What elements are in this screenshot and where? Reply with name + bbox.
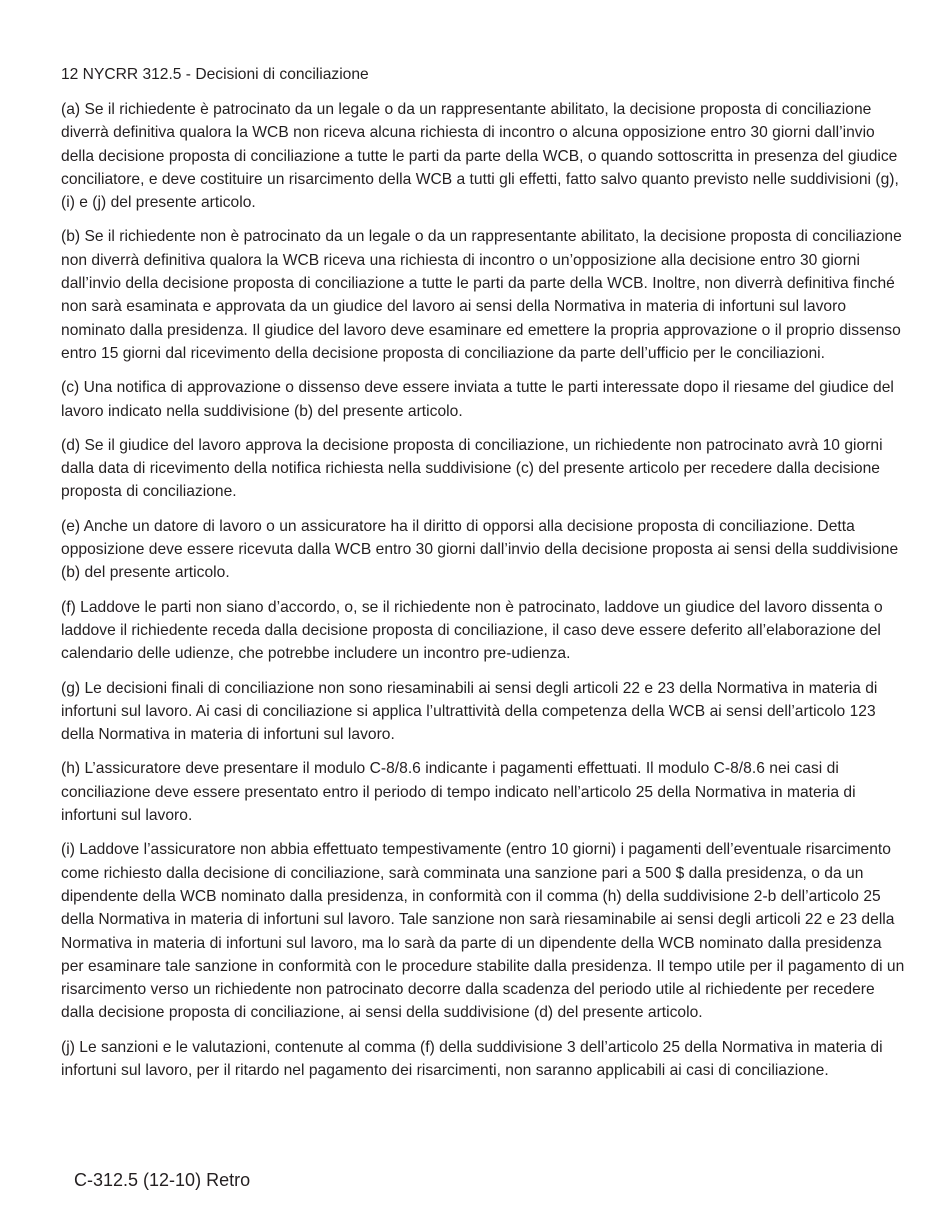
paragraph-f: (f) Laddove le parti non siano d’accordo, o, se il richiedente non è patrocinato, laddove un giudice del lavoro dissenta o laddove il richiedente receda dalla decisione proposta di conciliazione, il caso deve essere deferito all’elaborazione del calendario delle udienze, che potrebbe includere un incontro pre-udienza. <box>61 598 883 663</box>
paragraph-j: (j) Le sanzioni e le valutazioni, contenute al comma (f) della suddivisione 3 dell’articolo 25 della Normativa in materia di infortuni sul lavoro, per il ritardo nel pagamento dei risarcimenti, non saranno applicabili ai casi di conciliazione. <box>61 1038 883 1079</box>
paragraph-b: (b) Se il richiedente non è patrocinato da un legale o da un rappresentante abilitato, la decisione proposta di conciliazione non diverrà definitiva qualora la WCB riceva una richiesta di incontro o un’opposizione alla decisione entro 30 giorni dall’invio della decisione proposta di conciliazione a tutte le parti da parte della WCB. Inoltre, non diverrà definitiva finché non sarà esaminata e approvata da un giudice del lavoro ai sensi della Normativa in materia di infortuni sul lavoro nominato dalla presidenza. Il giudice del lavoro deve esaminare ed emettere la propria approvazione o il proprio dissenso entro 15 giorni dal ricevimento della decisione proposta di conciliazione da parte dell’ufficio per le conciliazioni. <box>61 228 902 362</box>
paragraph-a: (a) Se il richiedente è patrocinato da un legale o da un rappresentante abilitato, la decisione proposta di conciliazione diverrà definitiva qualora la WCB non riceva alcuna richiesta di incontro o alcuna opposizione entro 30 giorni dall’invio della decisione proposta di conciliazione a tutte le parti da parte della WCB, o quando sottoscritta in presenza del giudice conciliatore, e deve costituire un risarcimento della WCB a tutti gli effetti, fatto salvo quanto previsto nelle suddivisioni (g), (i) e (j) del presente articolo. <box>61 101 899 212</box>
form-code-footer: C-312.5 (12-10) Retro <box>74 1170 251 1190</box>
document-body <box>61 64 907 1093</box>
paragraph-g: (g) Le decisioni finali di conciliazione non sono riesaminabili ai sensi degli articoli 22 e 23 della Normativa in materia di infortuni sul lavoro. Ai casi di conciliazione si applica l’ultrattività della competenza della WCB ai sensi dell’articolo 123 della Normativa in materia di infortuni sul lavoro. <box>61 679 878 744</box>
paragraph-c: (c) Una notifica di approvazione o dissenso deve essere inviata a tutte le parti interessate dopo il riesame del giudice del lavoro indicato nella suddivisione (b) del presente articolo. <box>61 379 894 420</box>
paragraph-h: (h) L’assicuratore deve presentare il modulo C-8/8.6 indicante i pagamenti effettuati. Il modulo C-8/8.6 nei casi di conciliazione deve essere presentato entro il periodo di tempo indicato nell’articolo 25 della Normativa in materia di infortuni sul lavoro. <box>61 760 856 825</box>
paragraph-e: (e) Anche un datore di lavoro o un assicuratore ha il diritto di opporsi alla decisione proposta di conciliazione. Detta opposizione deve essere ricevuta dalla WCB entro 30 giorni dall’invio della decisione proposta ai sensi della suddivisione (b) del presente articolo. <box>61 517 899 582</box>
document-title: 12 NYCRR 312.5 - Decisioni di conciliazione <box>61 66 369 83</box>
paragraph-i: (i) Laddove l’assicuratore non abbia effettuato tempestivamente (entro 10 giorni) i pagamenti dell’eventuale risarcimento come richiesto dalla decisione di conciliazione, sarà comminata una sanzione pari a 500 $ dalla presidenza, o da un dipendente della WCB nominato dalla presidenza, in conformità con il comma (h) della suddivisione 2-b dell’articolo 25 della Normativa in materia di infortuni sul lavoro. Tale sanzione non sarà riesaminabile ai sensi degli articoli 22 e 23 della Normativa in materia di infortuni sul lavoro, ma lo sarà da parte di un dipendente della WCB nominato dalla presidenza per esaminare tale sanzione in conformità con le procedure stabilite dalla presidenza. Il tempo utile per il pagamento di un risarcimento verso un richiedente non patrocinato decorre dalla scadenza del periodo utile al richiedente per recedere dalla decisione proposta di conciliazione, ai sensi della suddivisione (d) del presente articolo. <box>61 841 905 1022</box>
paragraph-d: (d) Se il giudice del lavoro approva la decisione proposta di conciliazione, un richiedente non patrocinato avrà 10 giorni dalla data di ricevimento della notifica richiesta nella suddivisione (c) del presente articolo per recedere dalla decisione proposta di conciliazione. <box>61 436 883 501</box>
